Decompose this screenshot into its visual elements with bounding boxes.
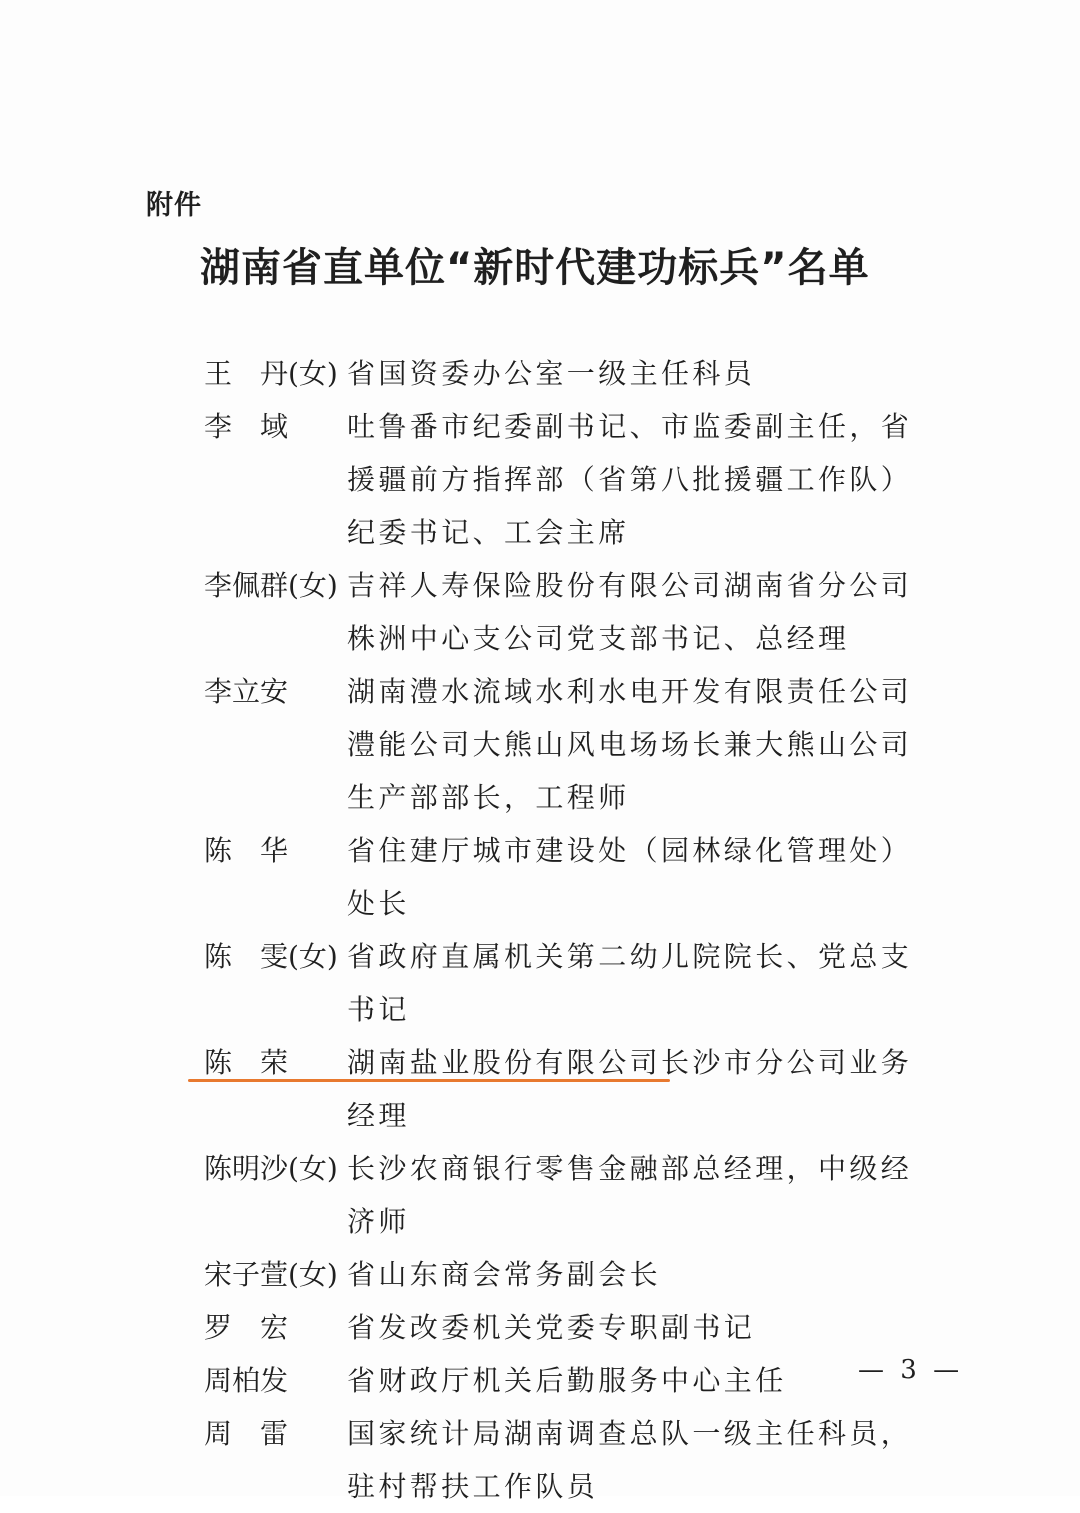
list-item-highlighted — [204, 1248, 934, 1301]
person-name: 周柏发 — [204, 1364, 289, 1397]
list-item — [204, 559, 934, 665]
list-item — [204, 930, 934, 1036]
list-item — [204, 1354, 934, 1407]
person-name: 李 域 — [204, 410, 289, 443]
person-position: 省国资委办公室一级主任科员 — [347, 357, 756, 390]
person-position: 省山东商会常务副会长 — [347, 1258, 662, 1291]
person-name: 李立安 — [204, 675, 289, 708]
person-position: 省发改委机关党委专职副书记 — [347, 1311, 756, 1344]
person-position: 省政府直属机关第二幼儿院院长、党总支书记 — [347, 940, 913, 1026]
highlight-underline — [188, 1079, 670, 1082]
name-list — [204, 347, 934, 1513]
person-position: 吐鲁番市纪委副书记、市监委副主任，省援疆前方指挥部（省第八批援疆工作队）纪委书记、工会主席 — [347, 410, 913, 549]
person-position: 国家统计局湖南调查总队一级主任科员，驻村帮扶工作队员 — [347, 1417, 913, 1503]
person-name: 周 雷 — [204, 1417, 289, 1450]
person-name: 王 丹(女) — [204, 357, 338, 390]
list-item — [204, 1301, 934, 1354]
list-item — [204, 1036, 934, 1142]
person-position: 湖南澧水流域水利水电开发有限责任公司澧能公司大熊山风电场场长兼大熊山公司生产部部长，工程师 — [347, 675, 913, 814]
list-item — [204, 665, 934, 824]
person-name: 宋子萱(女) — [204, 1258, 338, 1291]
list-item — [204, 824, 934, 930]
attachment-label: 附件 — [146, 190, 202, 221]
list-item — [204, 347, 934, 400]
document-title: 湖南省直单位“新时代建功标兵”名单 — [200, 245, 870, 291]
person-position: 长沙农商银行零售金融部总经理，中级经济师 — [347, 1152, 913, 1238]
person-position: 省住建厅城市建设处（园林绿化管理处）处长 — [347, 834, 913, 920]
person-name: 陈 荣 — [204, 1046, 289, 1079]
person-name: 陈明沙(女) — [204, 1152, 338, 1185]
person-name: 罗 宏 — [204, 1311, 289, 1344]
list-item — [204, 1142, 934, 1248]
person-name: 李佩群(女) — [204, 569, 338, 602]
person-position: 湖南盐业股份有限公司长沙市分公司业务经理 — [347, 1046, 913, 1132]
person-name: 陈 华 — [204, 834, 289, 867]
page-number: — 3 — — [858, 1355, 964, 1385]
person-position: 吉祥人寿保险股份有限公司湖南省分公司株洲中心支公司党支部书记、总经理 — [347, 569, 913, 655]
list-item — [204, 400, 934, 559]
list-item — [204, 1407, 934, 1513]
person-name: 陈 雯(女) — [204, 940, 338, 973]
person-position: 省财政厅机关后勤服务中心主任 — [347, 1364, 787, 1397]
